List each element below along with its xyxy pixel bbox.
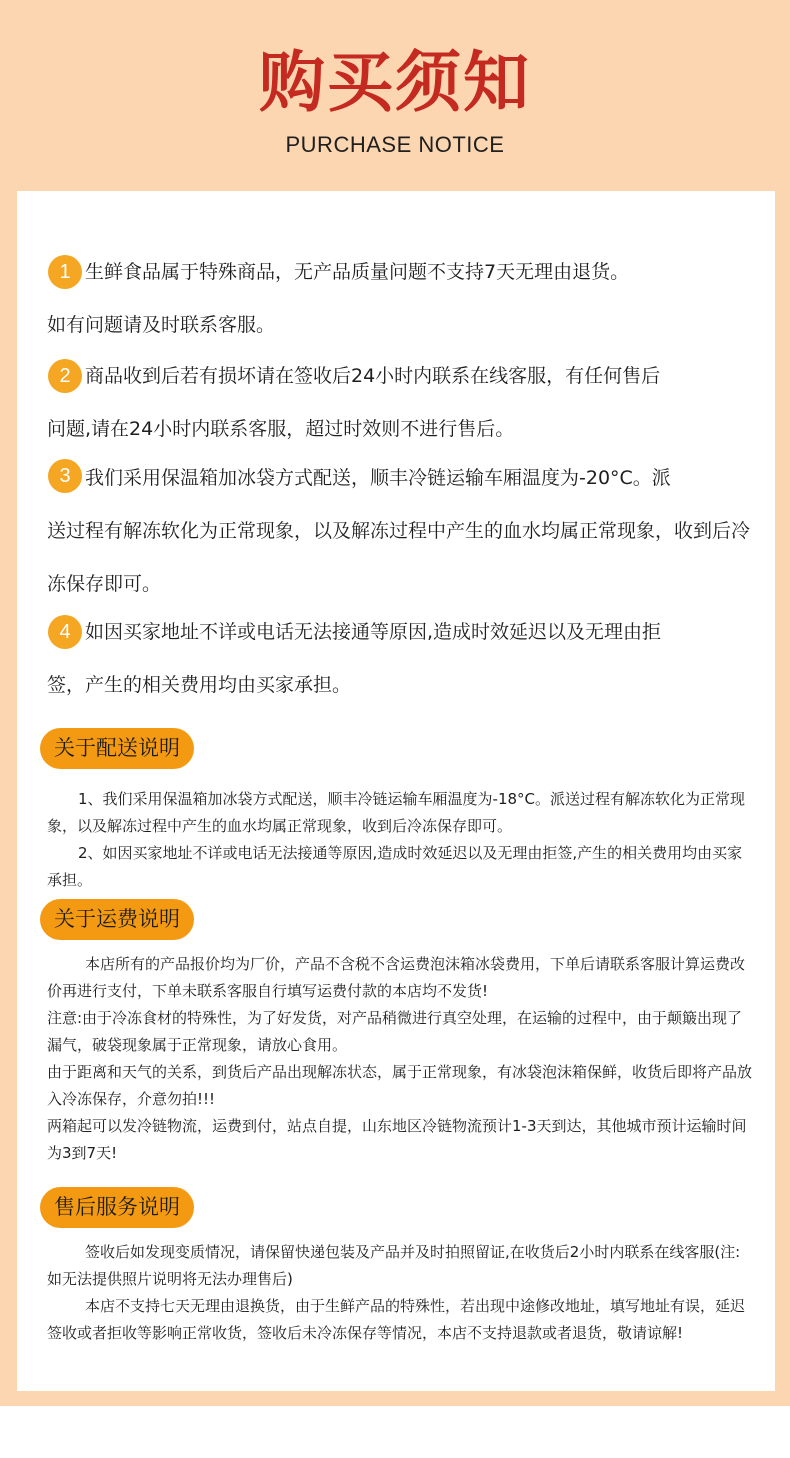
delivery-text-2: 2、如因买家地址不详或电话无法接通等原因,造成时效延迟以及无理由拒签,产生的相关费用均由买家承担。 [47, 844, 743, 889]
page-subtitle: PURCHASE NOTICE [285, 132, 505, 157]
notice-continuation: 如有问题请及时联系客服。 [47, 314, 276, 336]
notice-number-badge: 1 [48, 255, 82, 289]
shipping-text-3: 由于距离和天气的关系，到货后产品出现解冻状态，属于正常现象，有冰袋泡沫箱保鲜，收货后即将产品放入冷冻保存，介意勿拍!!! [47, 1063, 753, 1108]
notice-line: 如因买家地址不详或电话无法接通等原因,造成时效延迟以及无理由拒 [85, 621, 662, 643]
shipping-text-2: 注意:由于冷冻食材的特殊性，为了好发货，对产品稍微进行真空处理，在运输的过程中，由于颠簸出现了漏气，破袋现象属于正常现象，请放心食用。 [47, 1009, 743, 1054]
notice-item [47, 452, 757, 611]
notice-item [47, 606, 757, 712]
notice-line: 商品收到后若有损坏请在签收后24小时内联系在线客服，有任何售后 [85, 365, 661, 387]
shipping-section-title: 关于运费说明 [40, 899, 194, 940]
notice-continuation: 送过程有解冻软化为正常现象，以及解冻过程中产生的血水均属正常现象，收到后冷冻保存即可。 [47, 520, 751, 595]
notice-number-badge: 3 [48, 459, 82, 493]
aftersale-text-1: 签收后如发现变质情况，请保留快递包装及产品并及时拍照留证,在收货后2小时内联系在线客服(注:如无法提供照片说明将无法办理售后) [47, 1243, 741, 1288]
notice-item [47, 246, 757, 352]
page-title: 购买须知 [259, 43, 531, 121]
shipping-text-1: 本店所有的产品报价均为厂价，产品不含税不含运费泡沫箱冰袋费用，下单后请联系客服计算运费改价再进行支付，下单未联系客服自行填写运费付款的本店均不发货! [47, 955, 746, 1000]
notice-continuation: 签，产生的相关费用均由买家承担。 [47, 674, 352, 696]
aftersale-paragraph [47, 1239, 753, 1347]
notice-number-badge: 4 [48, 615, 82, 649]
notice-line: 生鲜食品属于特殊商品，无产品质量问题不支持7天无理由退货。 [85, 261, 630, 283]
aftersale-section-title: 售后服务说明 [40, 1187, 194, 1228]
notice-continuation: 问题,请在24小时内联系客服，超过时效则不进行售后。 [47, 418, 515, 440]
notice-number-badge: 2 [48, 359, 82, 393]
shipping-paragraph [47, 951, 753, 1167]
notice-card [17, 191, 775, 1391]
notice-line: 我们采用保温箱加冰袋方式配送，顺丰冷链运输车厢温度为-20°C。派 [85, 467, 671, 489]
delivery-paragraph [47, 786, 753, 894]
notice-item [47, 350, 757, 456]
shipping-text-4: 两箱起可以发冷链物流，运费到付，站点自提，山东地区冷链物流预计1-3天到达，其他城市预计运输时间为3到7天! [47, 1117, 747, 1162]
delivery-text-1: 1、我们采用保温箱加冰袋方式配送，顺丰冷链运输车厢温度为-18°C。派送过程有解冻软化为正常现象，以及解冻过程中产生的血水均属正常现象，收到后冷冻保存即可。 [47, 790, 746, 835]
aftersale-text-2: 本店不支持七天无理由退换货，由于生鲜产品的特殊性，若出现中途修改地址，填写地址有误，延迟签收或者拒收等影响正常收货，签收后未冷冻保存等情况，本店不支持退款或者退货，敬请谅解! [47, 1297, 746, 1342]
delivery-section-title: 关于配送说明 [40, 728, 194, 769]
